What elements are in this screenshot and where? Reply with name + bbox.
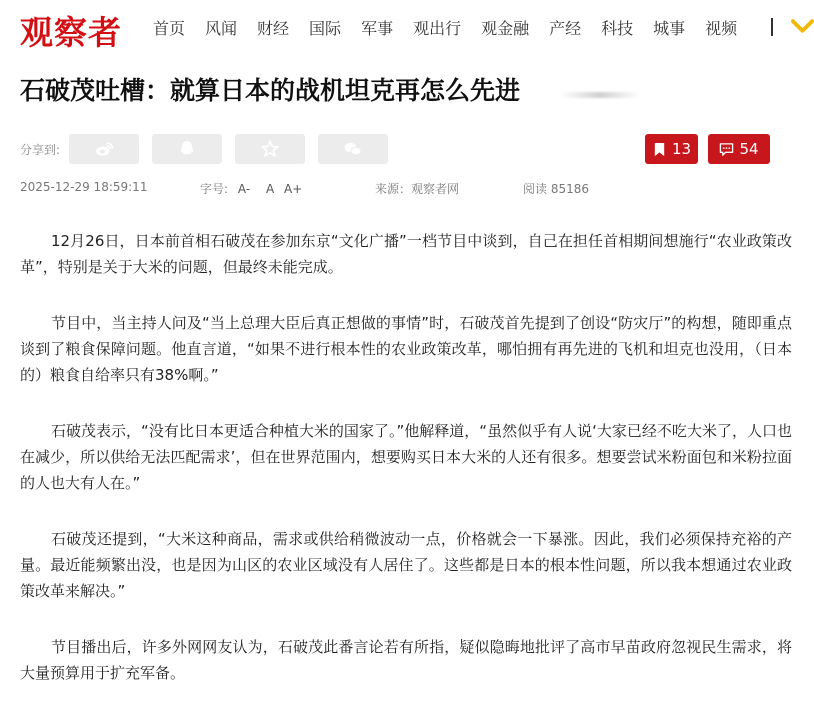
paragraph: 石破茂还提到，“大米这种商品，需求或供给稍微波动一点，价格就会一下暴涨。因此，我们必须保持充裕的产量。最近能频繁出没，也是因为山区的农业区域没有人居住了。这些都是日本的根本性问题，所以我本想通过农业政策改革来解决。”: [20, 530, 792, 600]
font-size-control: [200, 180, 302, 197]
share-wechat-button[interactable]: [318, 134, 388, 164]
site-logo[interactable]: 观察者: [20, 13, 122, 52]
article-source: 来源：观察者网: [375, 182, 460, 196]
nav-home[interactable]: 首页: [153, 19, 186, 38]
bookmark-icon: [652, 142, 667, 157]
paragraph: 石破茂表示，“没有比日本更适合种植大米的国家了。”他解释道，“虽然似乎有人说‘大家已经不吃大米了，人口也在减少，所以供给无法匹配需求’，但在世界范围内，想要购买日本大米的人还有很多。想要尝试米粉面包和米粉拉面的人也大有人在。”: [20, 422, 792, 492]
nav-international[interactable]: 国际: [309, 19, 342, 38]
share-qq-button[interactable]: [152, 134, 222, 164]
bookmark-button[interactable]: [645, 134, 698, 164]
share-label: 分享到:: [20, 143, 61, 157]
nav-video[interactable]: 视频: [705, 19, 738, 38]
nav-tech[interactable]: 科技: [601, 19, 634, 38]
site-header: [0, 0, 814, 56]
nav-divider: [771, 18, 773, 36]
main-nav: [153, 16, 757, 39]
wechat-icon: [343, 139, 363, 159]
nav-industry[interactable]: 产经: [549, 19, 582, 38]
paragraph: 节目播出后，许多外网网友认为，石破茂此番言论若有所指，疑似隐晦地批评了高市早苗政府忽视民生需求，将大量预算用于扩充军备。: [20, 638, 792, 682]
share-weibo-button[interactable]: [69, 134, 139, 164]
chevron-down-icon[interactable]: [791, 16, 814, 36]
star-icon: [260, 139, 280, 159]
nav-military[interactable]: 军事: [361, 19, 394, 38]
font-size-increase[interactable]: A+: [284, 182, 303, 196]
comment-icon: [719, 142, 734, 157]
font-size-decrease[interactable]: A-: [237, 182, 251, 196]
nav-fengwen[interactable]: 风闻: [205, 19, 238, 38]
weibo-icon: [94, 139, 114, 159]
article-body: [20, 228, 792, 716]
publish-datetime: 2025-12-29 18:59:11: [20, 180, 148, 194]
nav-finance[interactable]: 财经: [257, 19, 290, 38]
qq-icon: [177, 139, 197, 159]
font-size-label: 字号:: [200, 182, 229, 196]
share-qzone-button[interactable]: [235, 134, 305, 164]
font-size-normal[interactable]: A: [265, 182, 275, 196]
nav-fintech[interactable]: 观金融: [481, 19, 530, 38]
comment-count: 54: [739, 140, 759, 158]
nav-auto[interactable]: 观出行: [413, 19, 462, 38]
read-count: 阅读 85186: [523, 182, 589, 196]
paragraph: 12月26日，日本前首相石破茂在参加东京“文化广播”一档节目中谈到，自己在担任首相期间想施行“农业政策改革”，特别是关于大米的问题，但最终未能完成。: [20, 232, 792, 276]
paragraph: 节目中，当主持人问及“当上总理大臣后真正想做的事情”时，石破茂首先提到了创设“防灾厅”的构想，随即重点谈到了粮食保障问题。他直言道，“如果不进行根本性的农业政策改革，哪怕拥有再先进的飞机和坦克也没用，（日本的）粮食自给率只有38%啊。”: [20, 314, 792, 384]
comment-button[interactable]: [708, 134, 770, 164]
article-title: 石破茂吐槽：就算日本的战机坦克再怎么先进: [20, 76, 521, 105]
nav-city[interactable]: 城事: [653, 19, 686, 38]
bookmark-count: 13: [671, 140, 692, 158]
title-streak-decoration: [560, 92, 640, 98]
